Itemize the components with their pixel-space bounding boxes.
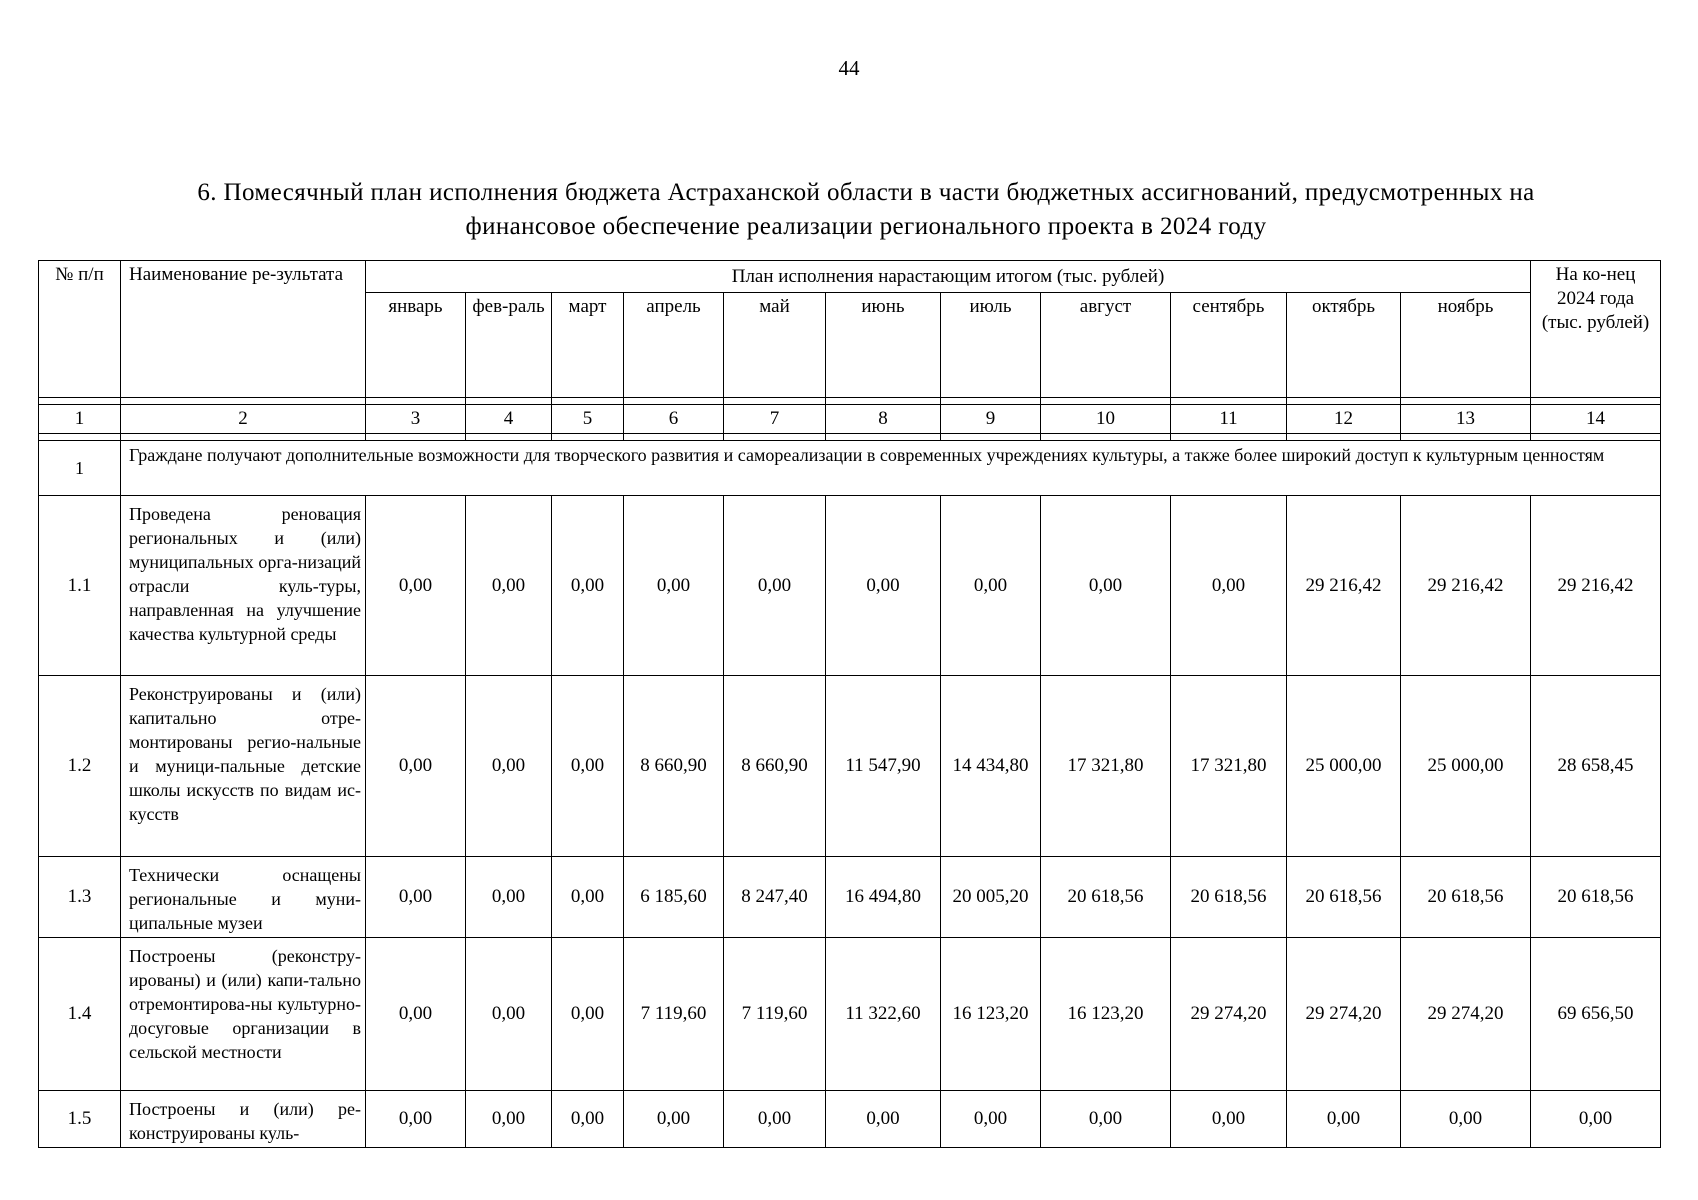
header-plan-group: План исполнения нарастающим итогом (тыс. рублей) — [366, 261, 1531, 293]
row-value: 0,00 — [366, 676, 466, 857]
column-number: 8 — [826, 405, 941, 434]
column-number: 1 — [39, 405, 121, 434]
row-num: 1.2 — [39, 676, 121, 857]
column-number: 10 — [1041, 405, 1171, 434]
row-value: 0,00 — [366, 1091, 466, 1148]
column-number: 12 — [1287, 405, 1401, 434]
row-value: 0,00 — [552, 676, 624, 857]
row-value: 8 660,90 — [624, 676, 724, 857]
table-row — [39, 676, 1661, 857]
row-value: 20 618,56 — [1531, 857, 1661, 938]
table-row — [39, 1091, 1661, 1148]
row-value: 0,00 — [552, 1091, 624, 1148]
row-value: 17 321,80 — [1041, 676, 1171, 857]
row-value: 29 216,42 — [1287, 496, 1401, 676]
budget-plan-table — [38, 260, 1661, 1148]
row-value: 0,00 — [941, 496, 1041, 676]
header-month: ноябрь — [1401, 293, 1531, 398]
row-value: 28 658,45 — [1531, 676, 1661, 857]
row-value: 16 494,80 — [826, 857, 941, 938]
header-row-top — [39, 261, 1661, 293]
header-month: март — [552, 293, 624, 398]
row-value: 20 618,56 — [1171, 857, 1287, 938]
table-row — [39, 496, 1661, 676]
goal-text: Граждане получают дополнительные возможности для творческого развития и самореализации в современных учреждениях культуры, а также более широкий доступ к культурным ценностям — [121, 441, 1661, 496]
row-value: 29 274,20 — [1401, 938, 1531, 1091]
page-title — [96, 176, 1636, 244]
row-value: 0,00 — [466, 496, 552, 676]
title-line-1: 6. Помесячный план исполнения бюджета Астраханской области в части бюджетных ассигнований, предусмотренных на — [197, 179, 1535, 206]
row-value: 0,00 — [552, 496, 624, 676]
row-value: 20 618,56 — [1287, 857, 1401, 938]
row-value: 20 618,56 — [1041, 857, 1171, 938]
row-value: 0,00 — [1041, 1091, 1171, 1148]
row-value: 0,00 — [1171, 1091, 1287, 1148]
row-value: 0,00 — [826, 496, 941, 676]
row-value: 16 123,20 — [1041, 938, 1171, 1091]
page-number: 44 — [838, 56, 860, 80]
header-month: сентябрь — [1171, 293, 1287, 398]
row-value: 0,00 — [552, 857, 624, 938]
row-value: 0,00 — [366, 857, 466, 938]
row-value: 0,00 — [1401, 1091, 1531, 1148]
column-number: 9 — [941, 405, 1041, 434]
row-value: 0,00 — [1287, 1091, 1401, 1148]
row-value: 7 119,60 — [724, 938, 826, 1091]
row-value: 0,00 — [466, 938, 552, 1091]
row-value: 20 618,56 — [1401, 857, 1531, 938]
column-number: 5 — [552, 405, 624, 434]
column-number: 11 — [1171, 405, 1287, 434]
row-num: 1.1 — [39, 496, 121, 676]
column-number: 4 — [466, 405, 552, 434]
row-value: 69 656,50 — [1531, 938, 1661, 1091]
row-value: 0,00 — [624, 1091, 724, 1148]
goal-num: 1 — [39, 441, 121, 496]
header-month: октябрь — [1287, 293, 1401, 398]
row-value: 7 119,60 — [624, 938, 724, 1091]
header-month: апрель — [624, 293, 724, 398]
header-separator — [39, 398, 1661, 405]
row-value: 29 216,42 — [1531, 496, 1661, 676]
row-value: 17 321,80 — [1171, 676, 1287, 857]
row-value: 29 274,20 — [1171, 938, 1287, 1091]
row-value: 8 660,90 — [724, 676, 826, 857]
row-num: 1.5 — [39, 1091, 121, 1148]
number-separator — [39, 434, 1661, 441]
column-number: 7 — [724, 405, 826, 434]
row-value: 0,00 — [466, 857, 552, 938]
row-name: Построены (реконстру-ированы) и (или) капи-тально отремонтирова-ны культурно-досуговые организации в сельской местности — [121, 938, 366, 1091]
column-number: 2 — [121, 405, 366, 434]
header-end-of-year: На ко-нец 2024 года (тыс. рублей) — [1531, 261, 1661, 398]
row-value: 25 000,00 — [1401, 676, 1531, 857]
title-line-2: финансовое обеспечение реализации регионального проекта в 2024 году — [465, 213, 1267, 240]
column-number: 13 — [1401, 405, 1531, 434]
column-number-row — [39, 405, 1661, 434]
row-value: 0,00 — [1531, 1091, 1661, 1148]
column-number: 6 — [624, 405, 724, 434]
column-number: 14 — [1531, 405, 1661, 434]
header-month: июнь — [826, 293, 941, 398]
row-value: 0,00 — [466, 1091, 552, 1148]
row-value: 6 185,60 — [624, 857, 724, 938]
header-month: август — [1041, 293, 1171, 398]
row-value: 0,00 — [466, 676, 552, 857]
row-value: 0,00 — [624, 496, 724, 676]
row-value: 16 123,20 — [941, 938, 1041, 1091]
row-name: Построены и (или) ре-конструированы куль- — [121, 1091, 366, 1148]
row-value: 11 547,90 — [826, 676, 941, 857]
header-month: фев-раль — [466, 293, 552, 398]
row-value: 8 247,40 — [724, 857, 826, 938]
row-value: 0,00 — [826, 1091, 941, 1148]
row-value: 0,00 — [724, 496, 826, 676]
header-num: № п/п — [39, 261, 121, 398]
row-name: Технически оснащены региональные и муни-ципальные музеи — [121, 857, 366, 938]
row-num: 1.4 — [39, 938, 121, 1091]
row-value: 0,00 — [724, 1091, 826, 1148]
row-value: 0,00 — [941, 1091, 1041, 1148]
row-value: 0,00 — [1171, 496, 1287, 676]
goal-row — [39, 441, 1661, 496]
row-value: 0,00 — [366, 496, 466, 676]
row-name: Реконструированы и (или) капитально отре-монтированы регио-нальные и муници-пальные детские школы искусств по видам ис-кусств — [121, 676, 366, 857]
column-number: 3 — [366, 405, 466, 434]
row-value: 0,00 — [366, 938, 466, 1091]
table-row — [39, 857, 1661, 938]
row-num: 1.3 — [39, 857, 121, 938]
row-value: 11 322,60 — [826, 938, 941, 1091]
table-row — [39, 938, 1661, 1091]
row-value: 0,00 — [552, 938, 624, 1091]
row-value: 0,00 — [1041, 496, 1171, 676]
row-value: 20 005,20 — [941, 857, 1041, 938]
row-value: 29 274,20 — [1287, 938, 1401, 1091]
header-month: май — [724, 293, 826, 398]
header-name: Наименование ре-зультата — [121, 261, 366, 398]
header-month: июль — [941, 293, 1041, 398]
row-value: 29 216,42 — [1401, 496, 1531, 676]
row-value: 14 434,80 — [941, 676, 1041, 857]
row-value: 25 000,00 — [1287, 676, 1401, 857]
row-name: Проведена реновация региональных и (или) муниципальных орга-низаций отрасли куль-туры, направленная на улучшение качества культурной среды — [121, 496, 366, 676]
header-month: январь — [366, 293, 466, 398]
